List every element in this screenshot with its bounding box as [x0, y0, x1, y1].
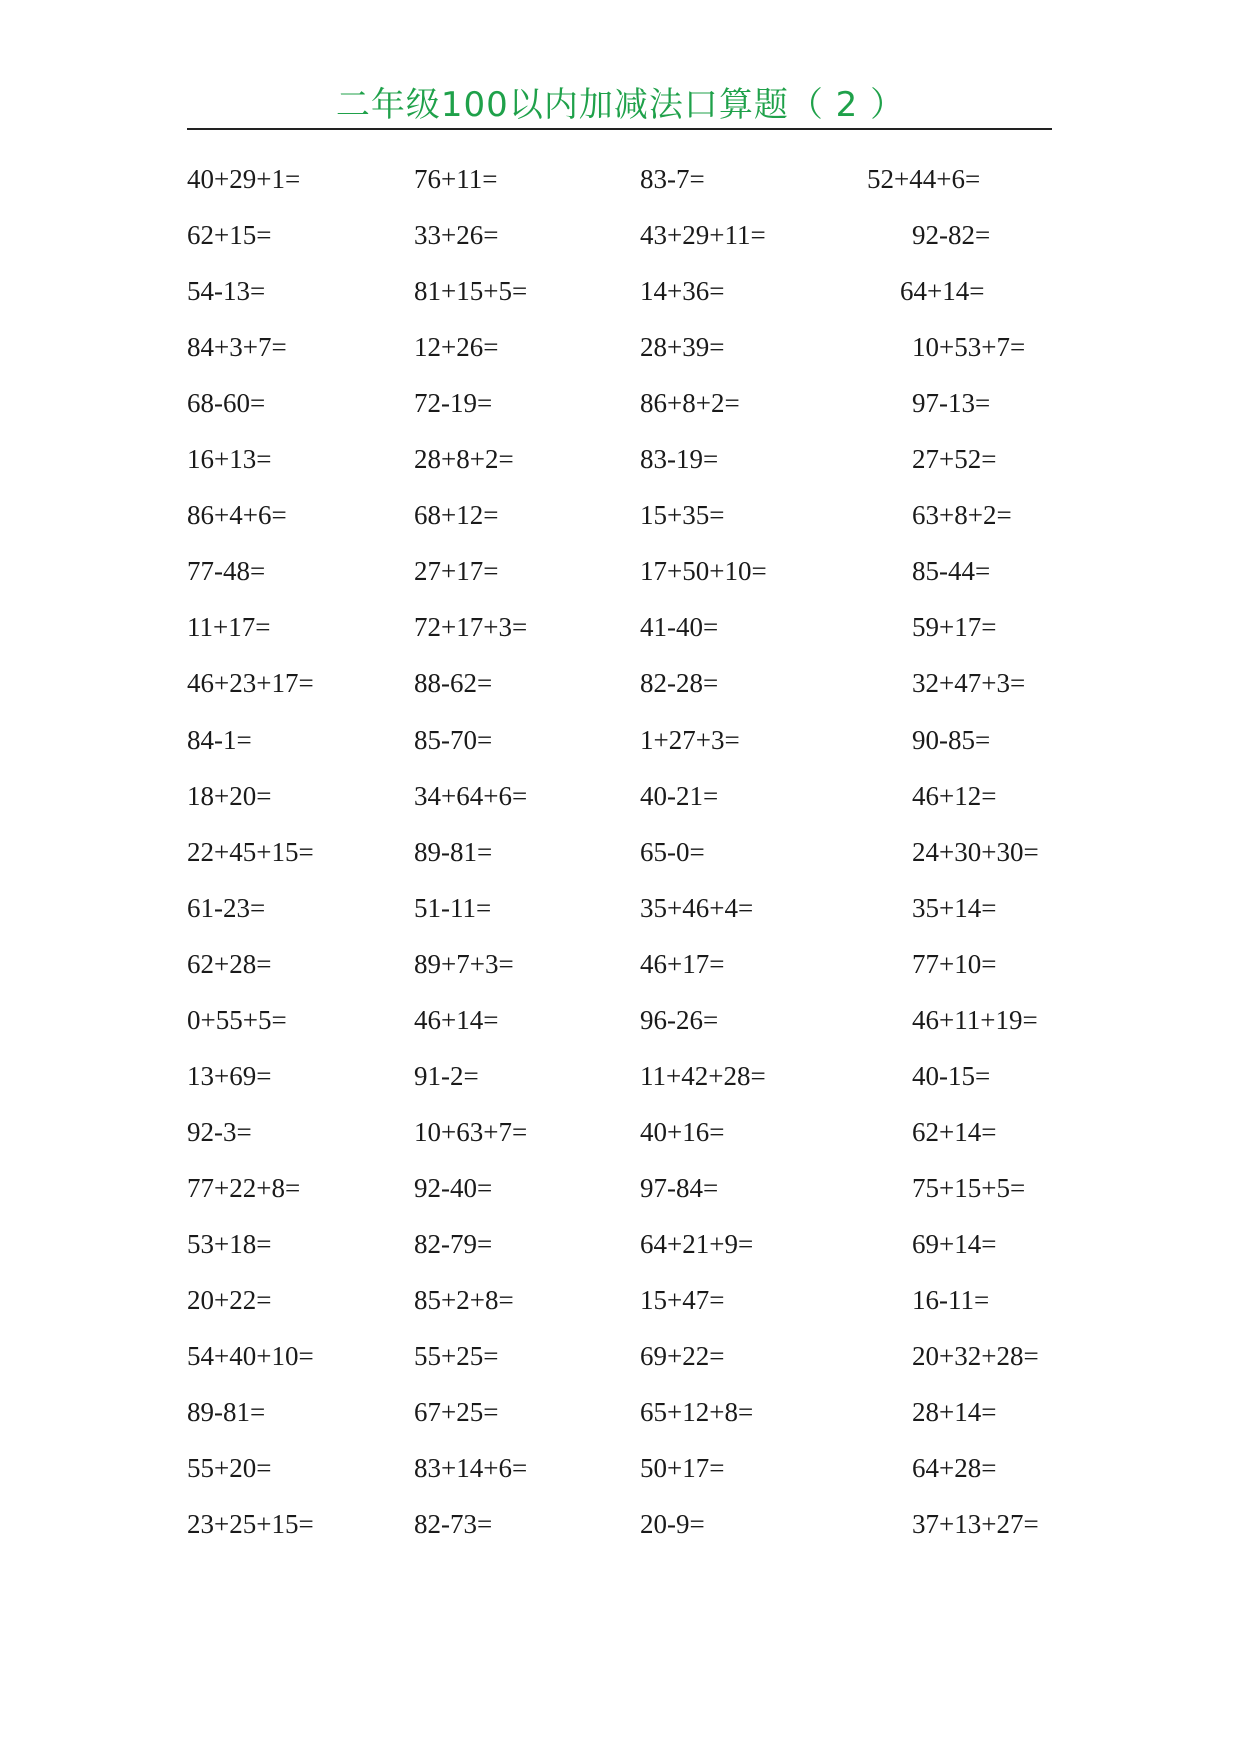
arithmetic-problem: 46+23+17=	[187, 668, 314, 698]
arithmetic-problem: 82-28=	[640, 668, 719, 698]
arithmetic-problem: 53+18=	[187, 1229, 272, 1259]
arithmetic-problem: 10+63+7=	[414, 1117, 528, 1147]
arithmetic-problem: 81+15+5=	[414, 276, 528, 306]
arithmetic-problem: 77-48=	[187, 556, 266, 586]
arithmetic-problem: 64+28=	[912, 1453, 997, 1483]
arithmetic-problem: 62+15=	[187, 220, 272, 250]
arithmetic-problem: 84-1=	[187, 725, 252, 755]
arithmetic-problem: 28+14=	[912, 1397, 997, 1427]
arithmetic-problem: 83-7=	[640, 164, 705, 194]
arithmetic-problem: 88-62=	[414, 668, 493, 698]
arithmetic-problem: 10+53+7=	[912, 332, 1026, 362]
arithmetic-problem: 96-26=	[640, 1005, 719, 1035]
arithmetic-problem: 65-0=	[640, 837, 705, 867]
arithmetic-problem: 62+28=	[187, 949, 272, 979]
arithmetic-problem: 68+12=	[414, 500, 499, 530]
arithmetic-problem: 20+32+28=	[912, 1341, 1039, 1371]
arithmetic-problem: 15+35=	[640, 500, 725, 530]
arithmetic-problem: 89-81=	[414, 837, 493, 867]
arithmetic-problem: 15+47=	[640, 1285, 725, 1315]
arithmetic-problem: 40-21=	[640, 781, 719, 811]
arithmetic-problem: 86+8+2=	[640, 388, 740, 418]
arithmetic-problem: 40+29+1=	[187, 164, 301, 194]
arithmetic-problem: 54-13=	[187, 276, 266, 306]
arithmetic-problem: 62+14=	[912, 1117, 997, 1147]
arithmetic-problem: 20-9=	[640, 1509, 705, 1539]
arithmetic-problem: 43+29+11=	[640, 220, 766, 250]
arithmetic-problem: 40-15=	[912, 1061, 991, 1091]
arithmetic-problem: 34+64+6=	[414, 781, 528, 811]
arithmetic-problem: 52+44+6=	[867, 164, 981, 194]
arithmetic-problem: 68-60=	[187, 388, 266, 418]
arithmetic-problem: 50+17=	[640, 1453, 725, 1483]
arithmetic-problem: 46+11+19=	[912, 1005, 1038, 1035]
arithmetic-problem: 35+14=	[912, 893, 997, 923]
arithmetic-problem: 13+69=	[187, 1061, 272, 1091]
arithmetic-problem: 46+12=	[912, 781, 997, 811]
arithmetic-problem: 64+14=	[900, 276, 985, 306]
arithmetic-problem: 69+14=	[912, 1229, 997, 1259]
arithmetic-problem: 14+36=	[640, 276, 725, 306]
arithmetic-problem: 0+55+5=	[187, 1005, 287, 1035]
arithmetic-problem: 85-70=	[414, 725, 493, 755]
arithmetic-problem: 54+40+10=	[187, 1341, 314, 1371]
arithmetic-problem: 89-81=	[187, 1397, 266, 1427]
arithmetic-problem: 11+42+28=	[640, 1061, 766, 1091]
arithmetic-problem: 20+22=	[187, 1285, 272, 1315]
arithmetic-problem: 1+27+3=	[640, 725, 740, 755]
arithmetic-problem: 35+46+4=	[640, 893, 754, 923]
arithmetic-problem: 12+26=	[414, 332, 499, 362]
arithmetic-problem: 72-19=	[414, 388, 493, 418]
arithmetic-problem: 55+25=	[414, 1341, 499, 1371]
arithmetic-problem: 82-79=	[414, 1229, 493, 1259]
arithmetic-problem: 37+13+27=	[912, 1509, 1039, 1539]
arithmetic-problem: 32+47+3=	[912, 668, 1026, 698]
arithmetic-problem: 65+12+8=	[640, 1397, 754, 1427]
arithmetic-problem: 67+25=	[414, 1397, 499, 1427]
arithmetic-problem: 97-84=	[640, 1173, 719, 1203]
arithmetic-problem: 91-2=	[414, 1061, 479, 1091]
arithmetic-problem: 41-40=	[640, 612, 719, 642]
arithmetic-problem: 69+22=	[640, 1341, 725, 1371]
arithmetic-problem: 23+25+15=	[187, 1509, 314, 1539]
arithmetic-problem: 75+15+5=	[912, 1173, 1026, 1203]
arithmetic-problem: 27+17=	[414, 556, 499, 586]
arithmetic-problem: 85-44=	[912, 556, 991, 586]
arithmetic-problem: 64+21+9=	[640, 1229, 754, 1259]
arithmetic-problem: 72+17+3=	[414, 612, 528, 642]
arithmetic-problem: 61-23=	[187, 893, 266, 923]
arithmetic-problem: 18+20=	[187, 781, 272, 811]
arithmetic-problem: 16+13=	[187, 444, 272, 474]
arithmetic-problem: 46+17=	[640, 949, 725, 979]
arithmetic-problem: 59+17=	[912, 612, 997, 642]
arithmetic-problem: 33+26=	[414, 220, 499, 250]
arithmetic-problem: 11+17=	[187, 612, 271, 642]
arithmetic-problem: 27+52=	[912, 444, 997, 474]
arithmetic-problem: 92-3=	[187, 1117, 252, 1147]
arithmetic-problem: 90-85=	[912, 725, 991, 755]
arithmetic-problem: 63+8+2=	[912, 500, 1012, 530]
arithmetic-problem: 22+45+15=	[187, 837, 314, 867]
arithmetic-problem: 46+14=	[414, 1005, 499, 1035]
arithmetic-problem: 92-40=	[414, 1173, 493, 1203]
arithmetic-problem: 83+14+6=	[414, 1453, 528, 1483]
arithmetic-problem: 86+4+6=	[187, 500, 287, 530]
arithmetic-problem: 40+16=	[640, 1117, 725, 1147]
arithmetic-problem: 85+2+8=	[414, 1285, 514, 1315]
arithmetic-problem: 28+39=	[640, 332, 725, 362]
arithmetic-problem: 82-73=	[414, 1509, 493, 1539]
title-underline	[187, 128, 1052, 130]
arithmetic-problem: 77+22+8=	[187, 1173, 301, 1203]
arithmetic-problem: 76+11=	[414, 164, 498, 194]
arithmetic-problem: 84+3+7=	[187, 332, 287, 362]
arithmetic-problem: 17+50+10=	[640, 556, 767, 586]
worksheet-title: 二年级100以内加减法口算题（ 2 ）	[335, 85, 906, 125]
arithmetic-problem: 97-13=	[912, 388, 991, 418]
arithmetic-problem: 89+7+3=	[414, 949, 514, 979]
arithmetic-problem: 92-82=	[912, 220, 991, 250]
arithmetic-problem: 83-19=	[640, 444, 719, 474]
arithmetic-problem: 77+10=	[912, 949, 997, 979]
arithmetic-problem: 16-11=	[912, 1285, 990, 1315]
arithmetic-problem: 24+30+30=	[912, 837, 1039, 867]
arithmetic-problem: 28+8+2=	[414, 444, 514, 474]
arithmetic-problem: 55+20=	[187, 1453, 272, 1483]
arithmetic-problem: 51-11=	[414, 893, 492, 923]
